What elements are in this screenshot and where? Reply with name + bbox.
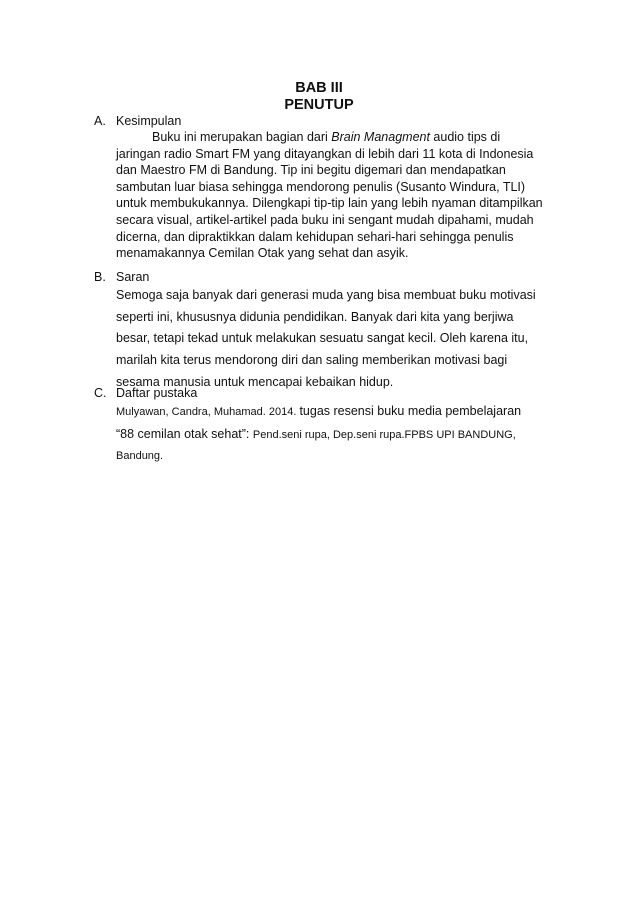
section-a-line-2: jaringan radio Smart FM yang ditayangkan di lebih dari 11 kota di Indonesia xyxy=(116,146,534,161)
section-b-line-5: sesama manusia untuk mencapai kebaikan hidup. xyxy=(116,374,394,389)
chapter-number: BAB III xyxy=(295,80,343,96)
section-a-line-6: secara visual, artikel-artikel pada buku ini sengant mudah dipahami, mudah xyxy=(116,212,534,227)
section-b-letter: B. xyxy=(94,270,106,284)
section-a-line-7: dicerna, dan dipraktikkan dalam kehidupan sehari-hari sehingga penulis xyxy=(116,229,514,244)
section-b-line-3: besar, tetapi tekad untuk melakukan sesuatu sangat kecil. Oleh karena itu, xyxy=(116,331,529,346)
section-b-line-4: marilah kita terus mendorong diri dan saling memberikan motivasi bagi xyxy=(116,353,508,368)
section-c-title: Daftar pustaka xyxy=(116,386,198,400)
section-b-paragraph xyxy=(116,285,556,394)
section-b-line-1: Semoga saja banyak dari generasi muda yang bisa membuat buku motivasi xyxy=(116,288,536,302)
chapter-title: PENUTUP xyxy=(284,97,354,113)
reference-title-part-1: tugas resensi buku media pembelajaran xyxy=(299,404,522,418)
reference-city: Bandung. xyxy=(116,450,164,462)
section-a-title: Kesimpulan xyxy=(116,114,182,128)
section-c-paragraph xyxy=(116,401,556,468)
reference-publisher: Pend.seni rupa, Dep.seni rupa.FPBS UPI BANDUNG, xyxy=(252,428,516,441)
reference-title-part-2: “88 cemilan otak sehat”: xyxy=(116,426,253,441)
section-a-paragraph xyxy=(116,129,556,262)
section-a-letter: A. xyxy=(94,114,106,128)
section-a-line-5: untuk membukukannya. Dilengkapi tip-tip lain yang lebih nyaman ditampilkan xyxy=(116,196,543,211)
section-c-letter: C. xyxy=(94,386,107,400)
section-a-line-8: menamakannya Cemilan Otak yang sehat dan asyik. xyxy=(116,246,409,261)
section-a-line-3: dan Maestro FM di Bandung. Tip ini begitu digemari dan mendapatkan xyxy=(116,163,506,178)
section-b-title: Saran xyxy=(116,270,150,284)
reference-line-2 xyxy=(116,424,556,447)
reference-authors: Mulyawan, Candra, Muhamad. 2014. xyxy=(116,406,300,418)
section-b-line-2: seperti ini, khususnya didunia pendidikan. Banyak dari kita yang berjiwa xyxy=(116,309,514,324)
reference-line-1 xyxy=(116,401,556,424)
book-series-name: Brain Managment xyxy=(331,130,430,144)
section-a-line-1: Buku ini merupakan bagian dari Brain Managment audio tips di xyxy=(152,130,501,144)
section-a-line-4: sambutan luar biasa sehingga mendorong penulis (Susanto Windura, TLI) xyxy=(116,179,526,194)
